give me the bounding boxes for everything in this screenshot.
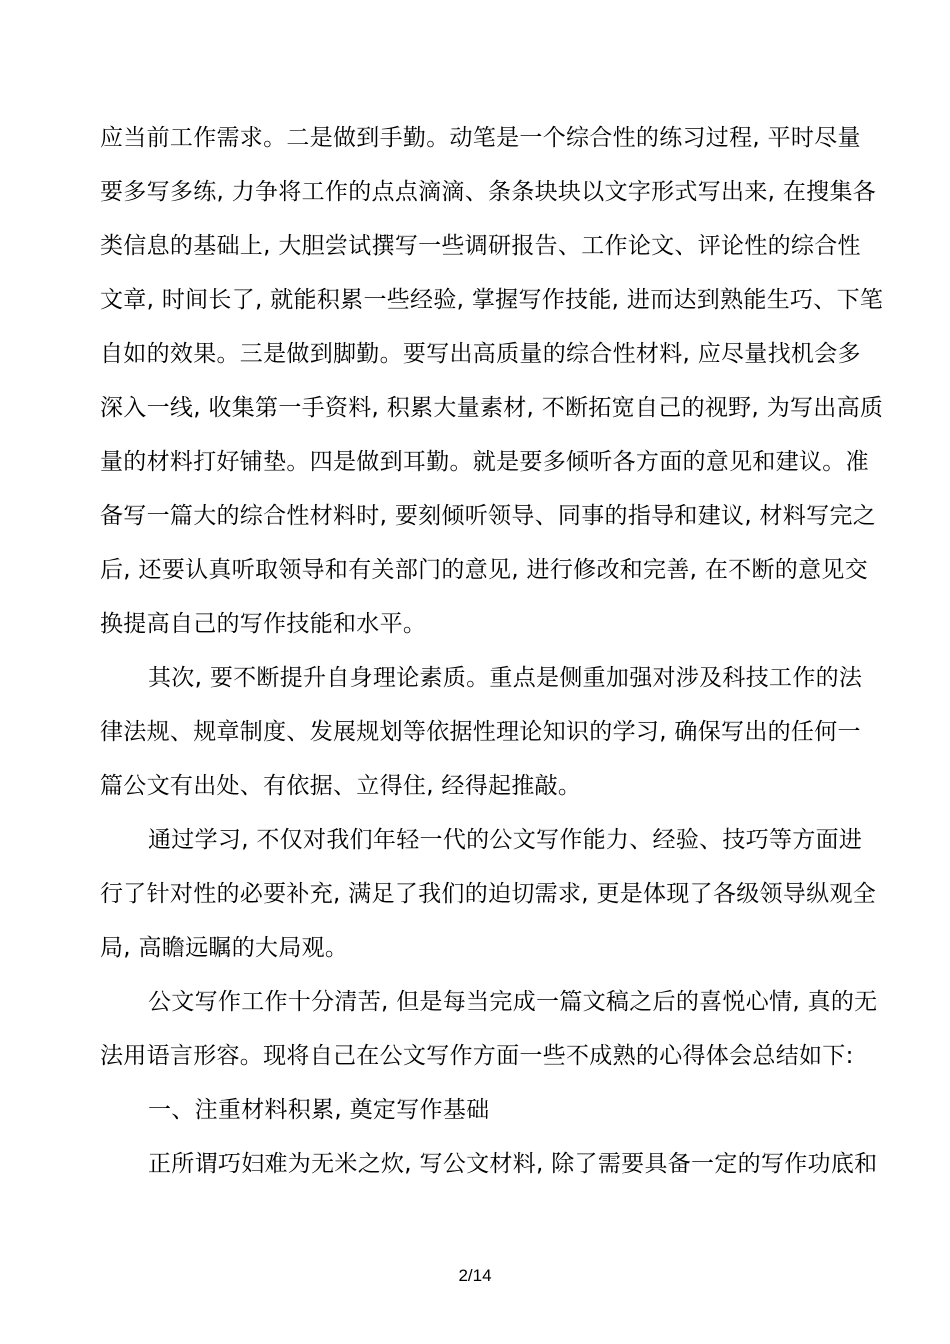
text-line: 要多写多练, 力争将工作的点点滴滴、条条块块以文字形式写出来, 在搜集各: [100, 179, 877, 205]
paragraph-start-line: 正所谓巧妇难为无米之炊, 写公文材料, 除了需要具备一定的写作功底和: [148, 1151, 878, 1177]
text-line: 律法规、规章制度、发展规划等依据性理论知识的学习, 确保写出的任何一: [100, 719, 861, 745]
paragraph-start-line: 通过学习, 不仅对我们年轻一代的公文写作能力、经验、技巧等方面进: [148, 827, 863, 853]
text-line: 换提高自己的写作技能和水平。: [100, 611, 427, 637]
text-line: 文章, 时间长了, 就能积累一些经验, 掌握写作技能, 进而达到熟能生巧、下笔: [100, 287, 884, 313]
page-number: 2/14: [458, 1266, 492, 1285]
text-line: 篇公文有出处、有依据、立得住, 经得起推敲。: [100, 773, 582, 799]
text-line: 法用语言形容。现将自己在公文写作方面一些不成熟的心得体会总结如下:: [100, 1043, 854, 1069]
text-line: 局, 高瞻远瞩的大局观。: [100, 935, 349, 961]
paragraph-start-line: 公文写作工作十分清苦, 但是每当完成一篇文稿之后的喜悦心情, 真的无: [148, 989, 878, 1015]
text-line: 量的材料打好铺垫。四是做到耳勤。就是要多倾听各方面的意见和建议。准: [100, 449, 869, 475]
text-line: 后, 还要认真听取领导和有关部门的意见, 进行修改和完善, 在不断的意见交: [100, 557, 868, 583]
text-line: 类信息的基础上, 大胆尝试撰写一些调研报告、工作论文、评论性的综合性: [100, 233, 861, 259]
text-line: 深入一线, 收集第一手资料, 积累大量素材, 不断拓宽自己的视野, 为写出高质: [100, 395, 884, 421]
section-heading: 一、注重材料积累, 奠定写作基础: [148, 1097, 490, 1123]
text-line: 备写一篇大的综合性材料时, 要刻倾听领导、同事的指导和建议, 材料写完之: [100, 503, 877, 529]
paragraph-start-line: 其次, 要不断提升自身理论素质。重点是侧重加强对涉及科技工作的法: [148, 665, 863, 691]
text-line: 应当前工作需求。二是做到手勤。动笔是一个综合性的练习过程, 平时尽量: [100, 125, 861, 151]
text-line: 自如的效果。三是做到脚勤。要写出高质量的综合性材料, 应尽量找机会多: [100, 341, 861, 367]
text-line: 行了针对性的必要补充, 满足了我们的迫切需求, 更是体现了各级领导纵观全: [100, 881, 877, 907]
